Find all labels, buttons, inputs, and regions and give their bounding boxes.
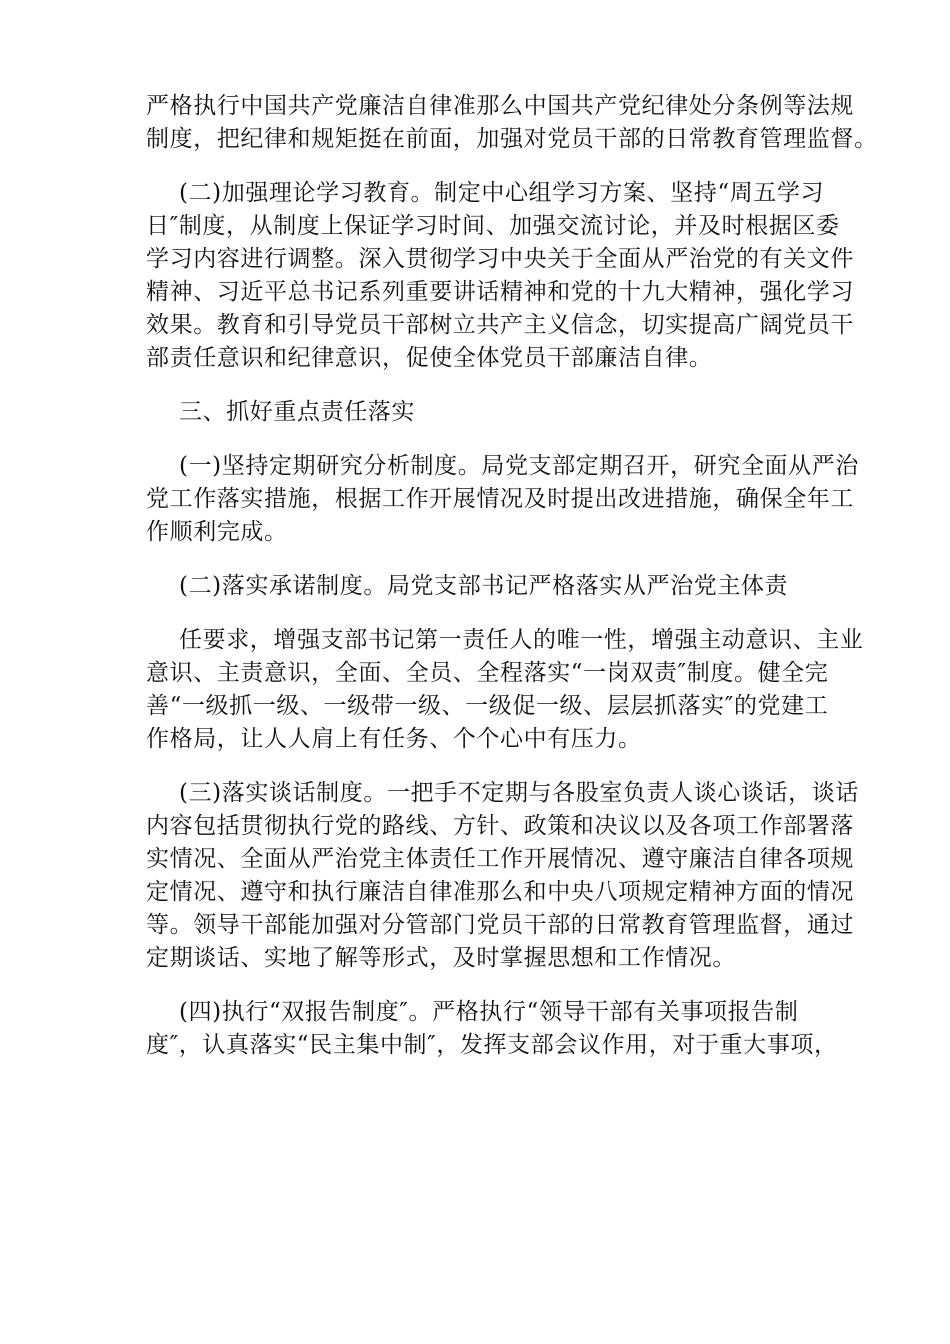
text-line: 严格执行中国共产党廉洁自律准那么中国共产党纪律处分条例等法规 [146,93,854,119]
text-line: 任要求，增强支部书记第一责任人的唯一性，增强主动意识、主业 [179,627,864,653]
text-line: 党工作落实措施，根据工作开展情况及时提出改进措施，确保全年工 [146,486,854,512]
text-line: 定期谈话、实地了解等形式，及时掌握思想和工作情况。 [146,945,736,971]
paragraph [146,90,878,156]
text-line: 作格局，让人人肩上有任务、个个心中有压力。 [146,726,642,752]
text-line: 善“一级抓一级、一级带一级、一级促一级、层层抓落实″的党建工 [146,693,829,719]
paragraph [146,624,864,756]
paragraph [146,396,826,429]
text-line: 意识、主责意识，全面、全员、全程落实“一岗双责″制度。健全完 [146,660,829,686]
text-line: 定情况、遵守和执行廉洁自律准那么和中央八项规定精神方面的情况 [146,879,854,905]
text-line: 度″，认真落实“民主集中制″，发挥支部会议作用，对于重大事项， [146,1032,838,1058]
text-line: 内容包括贯彻执行党的路线、方针、政策和决议以及各项工作部署落 [146,813,854,839]
paragraph [146,177,854,375]
paragraph [146,570,826,603]
paragraph [146,777,859,975]
text-line: (二)加强理论学习教育。制定中心组学习方案、坚持“周五学习 [179,180,825,206]
text-line: 制度，把纪律和规矩挺在前面，加强对党员干部的日常教育管理监督。 [146,126,878,152]
text-line: 作顺利完成。 [146,519,288,545]
document-page [146,90,878,1083]
paragraph [146,450,859,549]
text-line: 实情况、全面从严治党主体责任工作开展情况、遵守廉洁自律各项规 [146,846,854,872]
text-line: 学习内容进行调整。深入贯彻学习中央关于全面从严治党的有关文件 [146,246,854,272]
text-line: (四)执行“双报告制度″。严格执行“领导干部有关事项报告制 [179,999,799,1025]
text-line: 部责任意识和纪律意识，促使全体党员干部廉洁自律。 [146,345,713,371]
paragraph [146,996,838,1062]
text-line: (二)落实承诺制度。局党支部书记严格落实从严治党主体责 [179,573,789,599]
text-line: (三)落实谈话制度。一把手不定期与各股室负责人谈心谈话，谈话 [179,780,859,806]
text-line: 精神、习近平总书记系列重要讲话精神和党的十九大精神，强化学习 [146,279,854,305]
text-line: 三、抓好重点责任落实 [179,399,415,425]
text-line: 等。领导干部能加强对分管部门党员干部的日常教育管理监督，通过 [146,912,854,938]
text-line: (一)坚持定期研究分析制度。局党支部定期召开，研究全面从严治 [179,453,859,479]
text-line: 效果。教育和引导党员干部树立共产主义信念，切实提高广阔党员干 [146,312,854,338]
text-line: 日″制度，从制度上保证学习时间、加强交流讨论，并及时根据区委 [146,213,840,239]
